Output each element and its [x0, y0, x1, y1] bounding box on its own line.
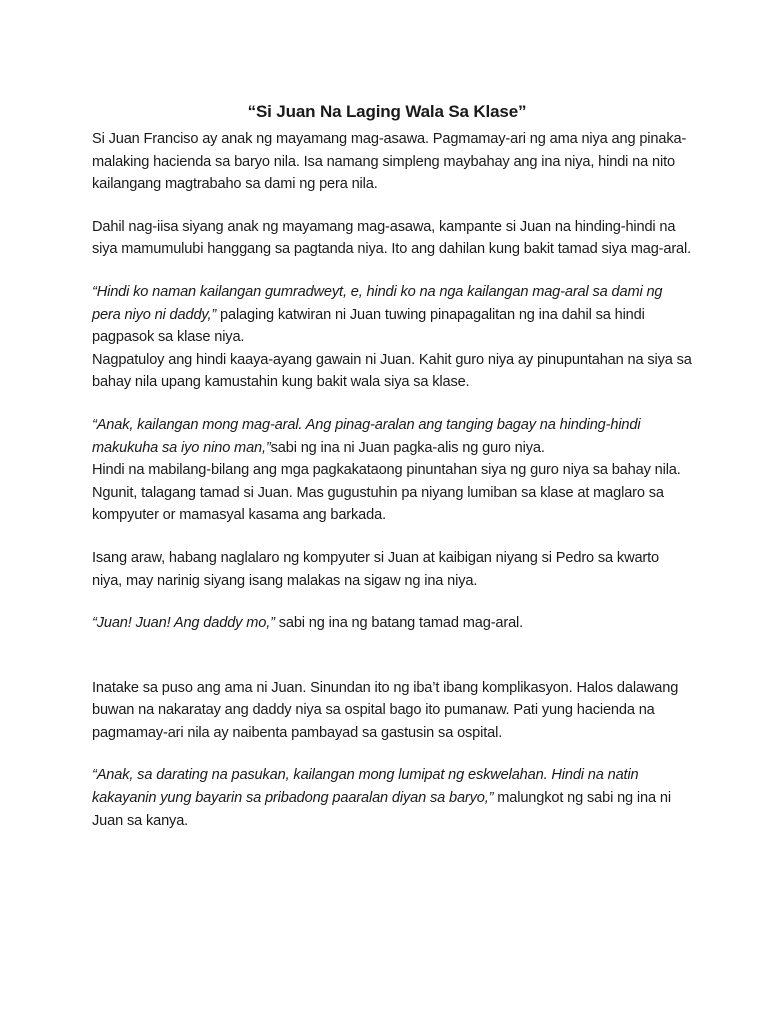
paragraph-text: Dahil nag-iisa siyang anak ng mayamang mag-asawa, kampante si Juan na hinding-hindi na siya mamumulubi hanggang sa pagtanda niya. Ito ang dahilan kung bakit tamad siya mag-aral.	[92, 218, 692, 258]
paragraph-gap	[92, 196, 692, 216]
dialogue-quote: “Anak, sa darating na pasukan, kailangan mong lumipat ng eskwelahan. Hindi na natin kakayanin yung bayarin sa pribadong paaralan diyan sa baryo,”	[92, 767, 639, 807]
paragraph-gap	[92, 394, 692, 414]
paragraph-text: sabi ng ina ni Juan pagka-alis ng guro niya.	[270, 439, 545, 456]
dialogue-quote: “Anak, kailangan mong mag-aral. Ang pinag-aralan ang tanging bagay na hinding-hindi makukuha sa iyo nino man,”	[92, 416, 641, 456]
paragraph-text: Si Juan Franciso ay anak ng mayamang mag-asawa. Pagmamay-ari ng ama niya ang pinaka-malaking hacienda sa baryo nila. Isa namang simpleng maybahay ang ina niya, hindi na nito kailangang magtrabaho sa dami ng pera nila.	[92, 131, 687, 193]
paragraph-gap	[92, 635, 692, 677]
dialogue-quote: “Juan! Juan! Ang daddy mo,”	[92, 615, 275, 632]
paragraph-10	[92, 764, 692, 832]
document-title: “Si Juan Na Laging Wala Sa Klase”	[247, 102, 527, 121]
paragraph-2	[92, 216, 692, 261]
paragraph-1	[92, 128, 692, 196]
paragraph-gap	[92, 592, 692, 612]
paragraph-8	[92, 612, 692, 635]
paragraph-text: sabi ng ina ng batang tamad mag-aral.	[274, 615, 524, 632]
paragraph-gap	[92, 744, 692, 764]
document-page	[92, 100, 692, 832]
paragraph-text: malungkot ng sabi ng ina ni Juan sa kanya.	[92, 790, 671, 829]
paragraph-text: palaging katwiran ni Juan tuwing pinapagalitan ng ina dahil sa hindi pagpasok sa klase niya.	[92, 306, 645, 346]
paragraph-gap	[92, 527, 692, 547]
paragraph-6	[92, 459, 692, 527]
paragraph-3	[92, 281, 692, 349]
paragraph-7	[92, 547, 692, 592]
paragraph-text: Nagpatuloy ang hindi kaaya-ayang gawain ni Juan. Kahit guro niya ay pinupuntahan na siya sa bahay nila upang kamustahin kung bakit wala siya sa klase.	[92, 351, 692, 391]
paragraph-gap	[92, 261, 692, 281]
paragraph-text: Hindi na mabilang-bilang ang mga pagkakataong pinuntahan siya ng guro niya sa bahay nila. Ngunit, talagang tamad si Juan. Mas gugustuhin pa niyang lumiban sa klase at maglaro sa kompyuter or mamasyal kasama ang barkada.	[92, 462, 681, 524]
paragraph-9	[92, 677, 692, 745]
paragraph-text: Inatake sa puso ang ama ni Juan. Sinundan ito ng iba’t ibang komplikasyon. Halos dalawang buwan na nakaratay ang daddy niya sa ospital bago ito pumanaw. Pati yung hacienda na pagmamay-ari nila ay naibenta pambayad sa gastusin sa ospital.	[92, 679, 679, 741]
paragraph-5	[92, 414, 692, 459]
paragraph-text: Isang araw, habang naglalaro ng kompyuter si Juan at kaibigan niyang si Pedro sa kwarto niya, may narinig siyang isang malakas na sigaw ng ina niya.	[92, 549, 660, 589]
dialogue-quote: “Hindi ko naman kailangan gumradweyt, e, hindi ko na nga kailangan mag-aral sa dami ng pera niyo ni daddy,”	[92, 283, 663, 323]
paragraph-4	[92, 349, 692, 394]
